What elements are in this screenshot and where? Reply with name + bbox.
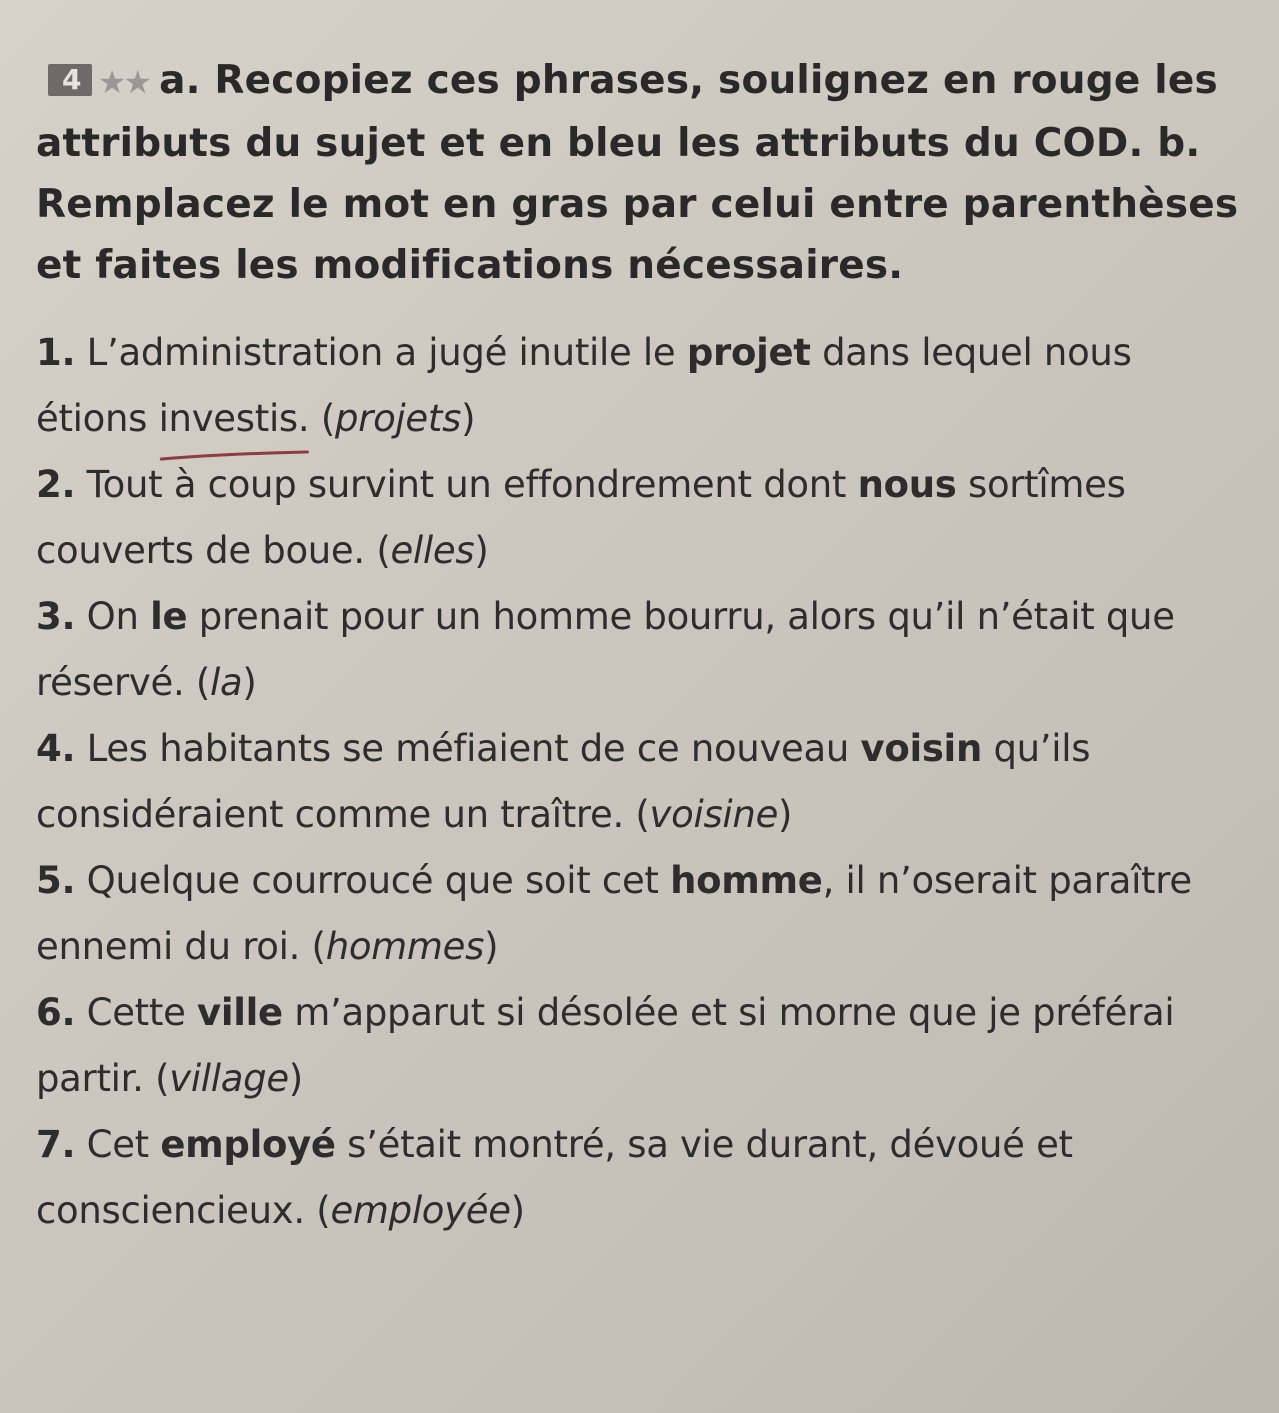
sentence-list	[36, 320, 1246, 1244]
textbook-page	[36, 50, 1246, 1244]
replacement-word: employée	[330, 1189, 511, 1232]
sentence-text: Cet	[75, 1123, 161, 1166]
bold-word: ville	[197, 991, 283, 1034]
sentence-text: )	[461, 397, 476, 440]
difficulty-stars-icon: ★★	[97, 63, 150, 101]
sentence-number: 7.	[36, 1123, 76, 1166]
handwritten-underline	[159, 386, 310, 452]
sentence-number: 1.	[36, 331, 76, 374]
sentence-text: (	[309, 397, 335, 440]
replacement-word: projets	[334, 397, 462, 440]
bold-word: employé	[160, 1123, 336, 1166]
replacement-word: la	[210, 661, 243, 704]
instruction-part-a: a. Recopiez ces phrases, soulignez en rouge les attributs du sujet et en bleu les attributs du COD.	[36, 58, 1218, 166]
sentence-text: dans lequel nous étions	[36, 331, 1132, 440]
sentence-text: prenait pour un homme bourru, alors qu’il n’était que réservé. (	[36, 595, 1175, 704]
sentence-number: 2.	[36, 463, 76, 506]
sentence-text: On	[75, 595, 151, 638]
sentence-text: Tout à coup survint un effondrement dont	[75, 463, 858, 506]
replacement-word: voisine	[649, 793, 779, 836]
sentence-text: , il n’oserait paraître ennemi du roi. (	[36, 859, 1192, 968]
bold-word: projet	[686, 331, 811, 374]
sentence-1	[36, 320, 1246, 452]
sentence-text: s’était montré, sa vie durant, dévoué et consciencieux. (	[36, 1123, 1073, 1232]
sentence-3	[36, 584, 1246, 716]
sentence-6	[36, 980, 1246, 1112]
sentence-text: )	[778, 793, 793, 836]
exercise-instructions	[36, 50, 1246, 296]
instruction-part-b: b. Remplacez le mot en gras par celui entre parenthèses et faites les modifications nécessaires.	[36, 121, 1239, 288]
sentence-4	[36, 716, 1246, 848]
replacement-word: village	[169, 1057, 289, 1100]
sentence-text: Les habitants se méfiaient de ce nouveau	[75, 727, 861, 770]
sentence-5	[36, 848, 1246, 980]
sentence-text: )	[242, 661, 257, 704]
sentence-number: 4.	[36, 727, 76, 770]
sentence-text: Cette	[75, 991, 198, 1034]
bold-word: homme	[670, 859, 823, 902]
sentence-text: )	[484, 925, 499, 968]
red-pen-stroke-icon	[159, 448, 310, 464]
sentence-text: sortîmes couverts de boue. (	[36, 463, 1126, 572]
sentence-7	[36, 1112, 1246, 1244]
sentence-text: )	[510, 1189, 525, 1232]
sentence-text: qu’ils considéraient comme un traître. (	[36, 727, 1091, 836]
sentence-number: 5.	[36, 859, 76, 902]
bold-word: le	[150, 595, 188, 638]
sentence-text: )	[474, 529, 489, 572]
underlined-word: investis.	[158, 397, 310, 440]
sentence-number: 6.	[36, 991, 76, 1034]
bold-word: voisin	[860, 727, 982, 770]
bold-word: nous	[857, 463, 957, 506]
sentence-text: Quelque courroucé que soit cet	[75, 859, 671, 902]
replacement-word: elles	[390, 529, 475, 572]
replacement-word: hommes	[325, 925, 485, 968]
sentence-text: )	[288, 1057, 303, 1100]
sentence-number: 3.	[36, 595, 76, 638]
exercise-number-badge: 4	[48, 64, 92, 96]
sentence-text: m’apparut si désolée et si morne que je préférai partir. (	[36, 991, 1175, 1100]
sentence-text: L’administration a jugé inutile le	[75, 331, 687, 374]
sentence-2	[36, 452, 1246, 584]
